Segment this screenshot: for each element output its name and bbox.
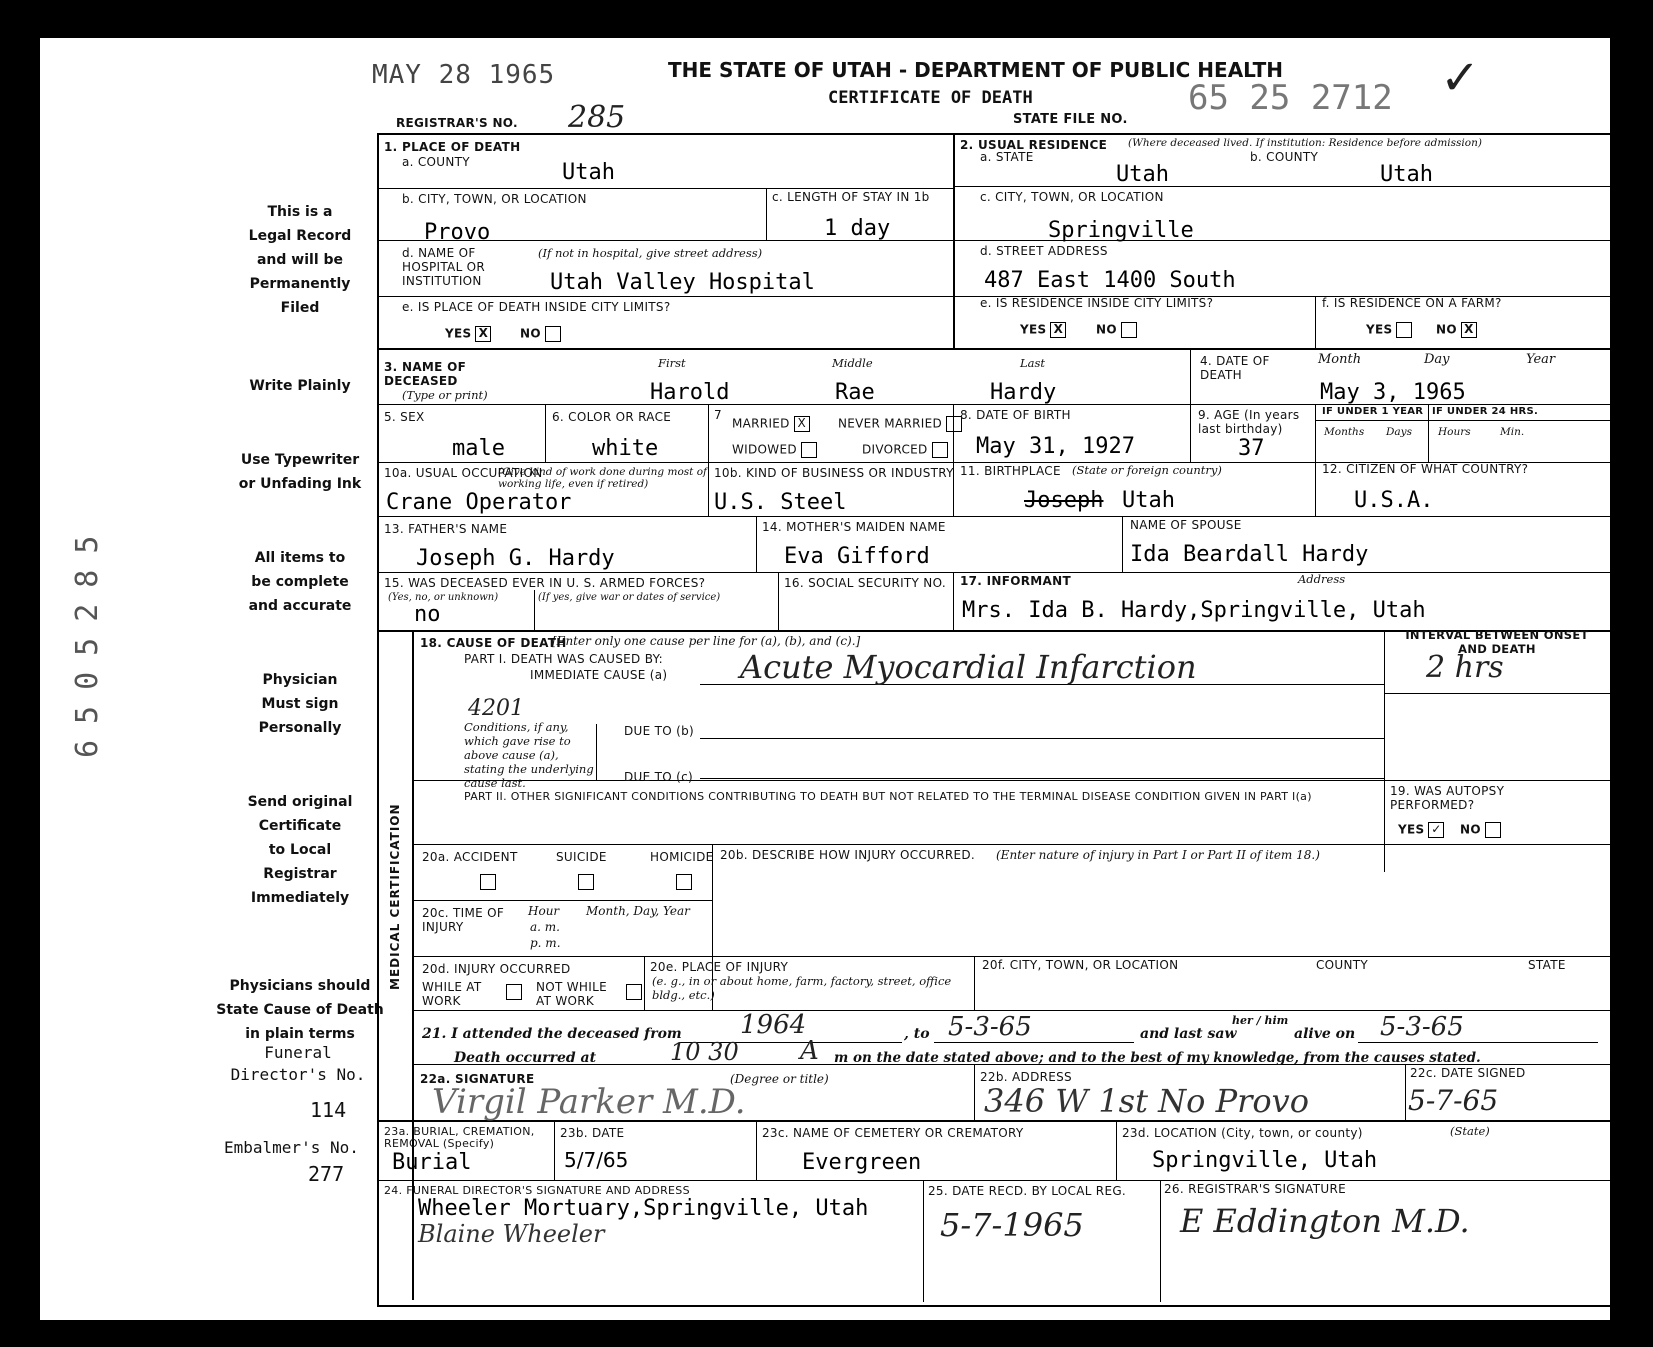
marital-label: 7 <box>714 408 722 422</box>
armed-forces-label: 15. WAS DECEASED EVER IN U. S. ARMED FORCES? <box>384 576 706 590</box>
father-label: 13. FATHER'S NAME <box>384 522 508 536</box>
funeral-director-signature: Blaine Wheeler <box>418 1220 605 1248</box>
cemetery: Evergreen <box>802 1150 922 1175</box>
death-time-am: A <box>800 1036 819 1066</box>
sidebar-note: State Cause of Death <box>216 1002 384 1018</box>
date-received-label: 25. DATE RECD. BY LOCAL REG. <box>928 1184 1127 1198</box>
res-state: Utah <box>1116 162 1169 187</box>
alive-on-label: alive on <box>1294 1026 1356 1042</box>
date-received: 5-7-1965 <box>940 1206 1084 1244</box>
conditions-note: Conditions, if any, which gave rise to above cause (a), stating the underlying cause last. <box>464 720 594 790</box>
county-label: a. COUNTY <box>402 155 470 169</box>
embalmer-label: Embalmer's No. <box>224 1138 359 1157</box>
death-time: 10 30 <box>670 1038 739 1066</box>
burial-location-label: 23d. LOCATION (City, town, or county) <box>1122 1126 1363 1140</box>
birthplace: Utah <box>1122 488 1175 513</box>
industry: U.S. Steel <box>714 490 847 515</box>
armed-forces-note-2: (If yes, give war or dates of service) <box>538 592 721 603</box>
due-c-label: DUE TO (c) <box>624 770 693 784</box>
place-of-injury-label: 20e. PLACE OF INJURY <box>650 960 789 974</box>
cause-note: [Enter only one cause per line for (a), (b), and (c).] <box>552 634 861 648</box>
describe-injury-note: (Enter nature of injury in Part I or Part II of item 18.) <box>996 848 1320 862</box>
married-option[interactable]: MARRIED X <box>732 416 810 432</box>
immediate-label: IMMEDIATE CAUSE (a) <box>530 668 668 682</box>
month-label: Month <box>1318 352 1362 367</box>
registrar-signature: E Eddington M.D. <box>1180 1202 1470 1240</box>
under-24-hrs-label: IF UNDER 24 HRS. <box>1432 406 1539 417</box>
place-of-injury-note: (e. g., in or about home, farm, factory, street, office bldg., etc.) <box>652 974 952 1002</box>
sidebar-note: Physician <box>262 672 338 688</box>
mother-label: 14. MOTHER'S MAIDEN NAME <box>762 520 946 534</box>
funeral-director-label: Funeral Director's No. <box>230 1043 366 1084</box>
mdy-label: Month, Day, Year <box>586 904 690 918</box>
last-saw-label: and last saw <box>1140 1026 1237 1042</box>
sidebar-note: or Unfading Ink <box>238 476 362 492</box>
age-label: 9. AGE (In years last birthday) <box>1198 408 1300 436</box>
suicide-label: SUICIDE <box>556 850 607 864</box>
describe-injury-label: 20b. DESCRIBE HOW INJURY OCCURRED. <box>720 848 976 862</box>
birthplace-label: 11. BIRTHPLACE <box>960 464 1061 478</box>
farm-yes[interactable]: YES <box>1366 322 1412 338</box>
spouse-name: Ida Beardall Hardy <box>1130 542 1369 567</box>
state-file-label: STATE FILE NO. <box>1013 112 1128 127</box>
sidebar-note: Filed <box>280 300 320 316</box>
sidebar-note: and accurate <box>248 598 352 614</box>
injury-county-label: COUNTY <box>1316 958 1369 972</box>
time-of-injury-label: 20c. TIME OF INJURY <box>422 906 505 934</box>
death-county: Utah <box>562 160 615 185</box>
race: white <box>592 436 659 461</box>
due-b-label: DUE TO (b) <box>624 724 694 738</box>
father-name: Joseph G. Hardy <box>416 546 615 571</box>
occupation: Crane Operator <box>386 490 572 515</box>
occupation-label: 10a. USUAL OCCUPATION <box>384 466 543 480</box>
accident-checkbox[interactable] <box>480 874 496 890</box>
sex-label: 5. SEX <box>384 410 425 424</box>
res-inside-city-no[interactable]: NO <box>1096 322 1137 338</box>
spouse-label: NAME OF SPOUSE <box>1130 518 1242 532</box>
sidebar-note: and will be <box>256 252 344 268</box>
first-name: Harold <box>650 380 730 405</box>
res-street: 487 East 1400 South <box>984 268 1236 293</box>
res-city: Springville <box>1048 218 1194 243</box>
accident-label: 20a. ACCIDENT <box>422 850 518 864</box>
informant-address-label: Address <box>1298 572 1346 586</box>
divorced-option[interactable]: DIVORCED <box>862 442 948 458</box>
to-label: , to <box>904 1026 930 1042</box>
hospital-note: (If not in hospital, give street address) <box>538 246 763 260</box>
injury-occurred-label: 20d. INJURY OCCURRED <box>422 962 571 976</box>
last-label: Last <box>1020 356 1046 370</box>
certificate-title: CERTIFICATE OF DEATH <box>828 88 1033 108</box>
armed-forces: no <box>414 602 441 627</box>
attended-from: 1964 <box>740 1010 807 1040</box>
industry-label: 10b. KIND OF BUSINESS OR INDUSTRY <box>714 466 954 480</box>
injury-city-label: 20f. CITY, TOWN, OR LOCATION <box>982 958 1179 972</box>
funeral-director-sig-label: 24. FUNERAL DIRECTOR'S SIGNATURE AND ADDRESS <box>384 1184 690 1197</box>
res-inside-city-yes[interactable]: YES X <box>1020 322 1066 338</box>
never-married-option[interactable]: NEVER MARRIED <box>838 416 962 432</box>
autopsy-no[interactable]: NO <box>1460 822 1501 838</box>
hours-label: Hours <box>1438 426 1471 438</box>
sidebar-note: Registrar <box>263 866 337 882</box>
attended-from-label: 21. I attended the deceased from <box>422 1026 682 1042</box>
death-certificate <box>40 38 1610 1320</box>
informant-label: 17. INFORMANT <box>960 574 1071 588</box>
widowed-option[interactable]: WIDOWED <box>732 442 817 458</box>
birthplace-struck: Joseph <box>1024 488 1104 513</box>
burial-location: Springville, Utah <box>1152 1148 1378 1173</box>
homicide-checkbox[interactable] <box>676 874 692 890</box>
burial-date: 5/7/65 <box>564 1148 629 1172</box>
injury-state-label: STATE <box>1528 958 1566 972</box>
armed-forces-note-1: (Yes, no, or unknown) <box>388 592 499 603</box>
sidebar-note: Legal Record <box>248 228 352 244</box>
cause-code: 4201 <box>468 696 524 721</box>
sidebar-note: to Local <box>268 842 332 858</box>
res-state-label: a. STATE <box>980 150 1034 164</box>
days-label: Days <box>1386 426 1412 438</box>
stay-label: c. LENGTH OF STAY IN 1b <box>772 190 930 204</box>
under-1-year-label: IF UNDER 1 YEAR <box>1322 406 1424 417</box>
death-city: Provo <box>424 220 491 245</box>
stamp-date: MAY 28 1965 <box>372 60 556 90</box>
place-of-death-label: 1. PLACE OF DEATH <box>384 140 521 154</box>
citizen-label: 12. CITIZEN OF WHAT COUNTRY? <box>1322 462 1529 476</box>
informant: Mrs. Ida B. Hardy,Springville, Utah <box>962 598 1426 623</box>
sidebar-note: be complete <box>251 574 349 590</box>
first-label: First <box>658 356 686 370</box>
city-label: b. CITY, TOWN, OR LOCATION <box>402 192 587 206</box>
pm-label: p. m. <box>530 936 561 950</box>
sidebar-note: Personally <box>258 720 342 736</box>
inside-city-yes[interactable]: YES X <box>445 326 491 342</box>
suicide-checkbox[interactable] <box>578 874 594 890</box>
signature-label: 22a. SIGNATURE <box>420 1072 535 1086</box>
middle-name: Rae <box>835 380 875 405</box>
embalmer-no: 277 <box>308 1162 345 1186</box>
birth-date: May 31, 1927 <box>976 434 1135 459</box>
mother-name: Eva Gifford <box>784 544 930 569</box>
him-her: her / him <box>1232 1014 1289 1027</box>
check-mark: ✓ <box>1440 50 1481 106</box>
homicide-label: HOMICIDE <box>650 850 714 864</box>
alive-on: 5-3-65 <box>1380 1012 1464 1042</box>
min-label: Min. <box>1500 426 1525 438</box>
res-county-label: b. COUNTY <box>1250 150 1319 164</box>
hour-label: Hour <box>528 904 560 918</box>
day-label: Day <box>1424 352 1450 367</box>
date-of-death: May 3, 1965 <box>1320 380 1466 405</box>
death-occurred-label: Death occurred at <box>454 1050 597 1066</box>
cemetery-label: 23c. NAME OF CEMETERY OR CREMATORY <box>762 1126 1024 1140</box>
sidebar-note: Use Typewriter <box>240 452 360 468</box>
physician-address-label: 22b. ADDRESS <box>980 1070 1072 1084</box>
ssn-label: 16. SOCIAL SECURITY NO. <box>784 576 946 590</box>
sidebar-note: Physicians should <box>229 978 371 994</box>
not-while-at-work-option[interactable]: NOT WHILE AT WORK <box>536 980 607 1008</box>
citizen: U.S.A. <box>1354 488 1434 513</box>
res-inside-city-label: e. IS RESIDENCE INSIDE CITY LIMITS? <box>980 296 1214 310</box>
burial-label: 23a. BURIAL, CREMATION, REMOVAL (Specify) <box>384 1125 535 1150</box>
farm-no[interactable]: NO X <box>1436 322 1477 338</box>
middle-label: Middle <box>832 356 873 370</box>
burial-date-label: 23b. DATE <box>560 1126 625 1140</box>
burial-method: Burial <box>392 1150 472 1175</box>
interval: 2 hrs <box>1426 650 1504 685</box>
sidebar-note: This is a <box>267 204 333 220</box>
residence-label: 2. USUAL RESIDENCE <box>960 138 1108 152</box>
cause-label: 18. CAUSE OF DEATH <box>420 636 567 650</box>
birthplace-note: (State or foreign country) <box>1072 463 1222 477</box>
part2-label: PART II. OTHER SIGNIFICANT CONDITIONS CONTRIBUTING TO DEATH BUT NOT RELATED TO THE TERMINAL DISEASE CONDITION GIVEN IN PART I(a) <box>464 790 1312 803</box>
autopsy-yes[interactable]: YES ✓ <box>1398 822 1444 838</box>
occupation-note: (Give kind of work done during most of working life, even if retired) <box>498 466 707 490</box>
farm-label: f. IS RESIDENCE ON A FARM? <box>1322 296 1502 310</box>
sidebar-note: Immediately <box>250 890 350 906</box>
residence-note: (Where deceased lived. If institution: Residence before admission) <box>1128 137 1482 149</box>
sidebar-note: Certificate <box>258 818 342 834</box>
registrar-no: 285 <box>568 100 626 135</box>
age: 37 <box>1238 436 1265 461</box>
physician-address: 346 W 1st No Provo <box>984 1082 1309 1120</box>
sex: male <box>452 436 505 461</box>
burial-state-note: (State) <box>1450 1124 1490 1138</box>
date-signed-label: 22c. DATE SIGNED <box>1410 1066 1526 1080</box>
funeral-director: Wheeler Mortuary,Springville, Utah <box>418 1196 869 1221</box>
res-city-label: c. CITY, TOWN, OR LOCATION <box>980 190 1164 204</box>
am-label: a. m. <box>530 920 560 934</box>
last-name: Hardy <box>990 380 1057 405</box>
inside-city-no[interactable]: NO <box>520 326 561 342</box>
street-label: d. STREET ADDRESS <box>980 244 1108 258</box>
degree-label: (Degree or title) <box>730 1072 829 1086</box>
hospital-name: Utah Valley Hospital <box>550 270 815 295</box>
while-at-work-checkbox[interactable] <box>506 984 522 1000</box>
sidebar-note: Write Plainly <box>249 378 351 394</box>
inside-city-label: e. IS PLACE OF DEATH INSIDE CITY LIMITS? <box>402 300 671 314</box>
state-file-no: 65 25 2712 <box>1188 78 1393 118</box>
autopsy-label: 19. WAS AUTOPSY PERFORMED? <box>1390 784 1505 812</box>
registrar-signature-label: 26. REGISTRAR'S SIGNATURE <box>1164 1182 1346 1196</box>
date-signed: 5-7-65 <box>1408 1084 1499 1117</box>
birth-date-label: 8. DATE OF BIRTH <box>960 408 1071 422</box>
not-while-at-work-checkbox[interactable] <box>626 984 642 1000</box>
race-label: 6. COLOR OR RACE <box>552 410 672 424</box>
sidebar-note: Must sign <box>261 696 339 712</box>
vertical-number: 6505285 <box>70 519 105 758</box>
hospital-label: d. NAME OF HOSPITAL OR INSTITUTION <box>402 246 486 288</box>
death-occurred-rest: m on the date stated above; and to the best of my knowledge, from the causes stated. <box>834 1050 1481 1066</box>
sidebar-note: in plain terms <box>245 1026 355 1042</box>
sidebar-note: Permanently <box>249 276 351 292</box>
funeral-director-no: 114 <box>310 1098 347 1122</box>
sidebar-note: All items to <box>254 550 346 566</box>
physician-signature: Virgil Parker M.D. <box>432 1082 746 1122</box>
length-of-stay: 1 day <box>824 216 891 241</box>
year-label: Year <box>1526 352 1556 367</box>
name-label: 3. NAME OF DECEASED <box>384 360 467 388</box>
res-county: Utah <box>1380 162 1433 187</box>
medical-certification-label: MEDICAL CERTIFICATION <box>388 803 402 990</box>
months-label: Months <box>1324 426 1365 438</box>
registrar-no-label: REGISTRAR'S NO. <box>396 116 518 130</box>
attended-to: 5-3-65 <box>948 1012 1032 1042</box>
agency-title: THE STATE OF UTAH - DEPARTMENT OF PUBLIC HEALTH <box>668 58 1283 82</box>
immediate-cause: Acute Myocardial Infarction <box>740 648 1197 686</box>
name-note: (Type or print) <box>402 388 488 402</box>
part1-label: PART I. DEATH WAS CAUSED BY: <box>464 652 663 666</box>
sidebar-note: Send original <box>247 794 353 810</box>
date-of-death-label: 4. DATE OF DEATH <box>1200 354 1270 382</box>
interval-label: INTERVAL BETWEEN ONSET AND DEATH <box>1405 628 1589 656</box>
while-at-work-option[interactable]: WHILE AT WORK <box>422 980 482 1008</box>
